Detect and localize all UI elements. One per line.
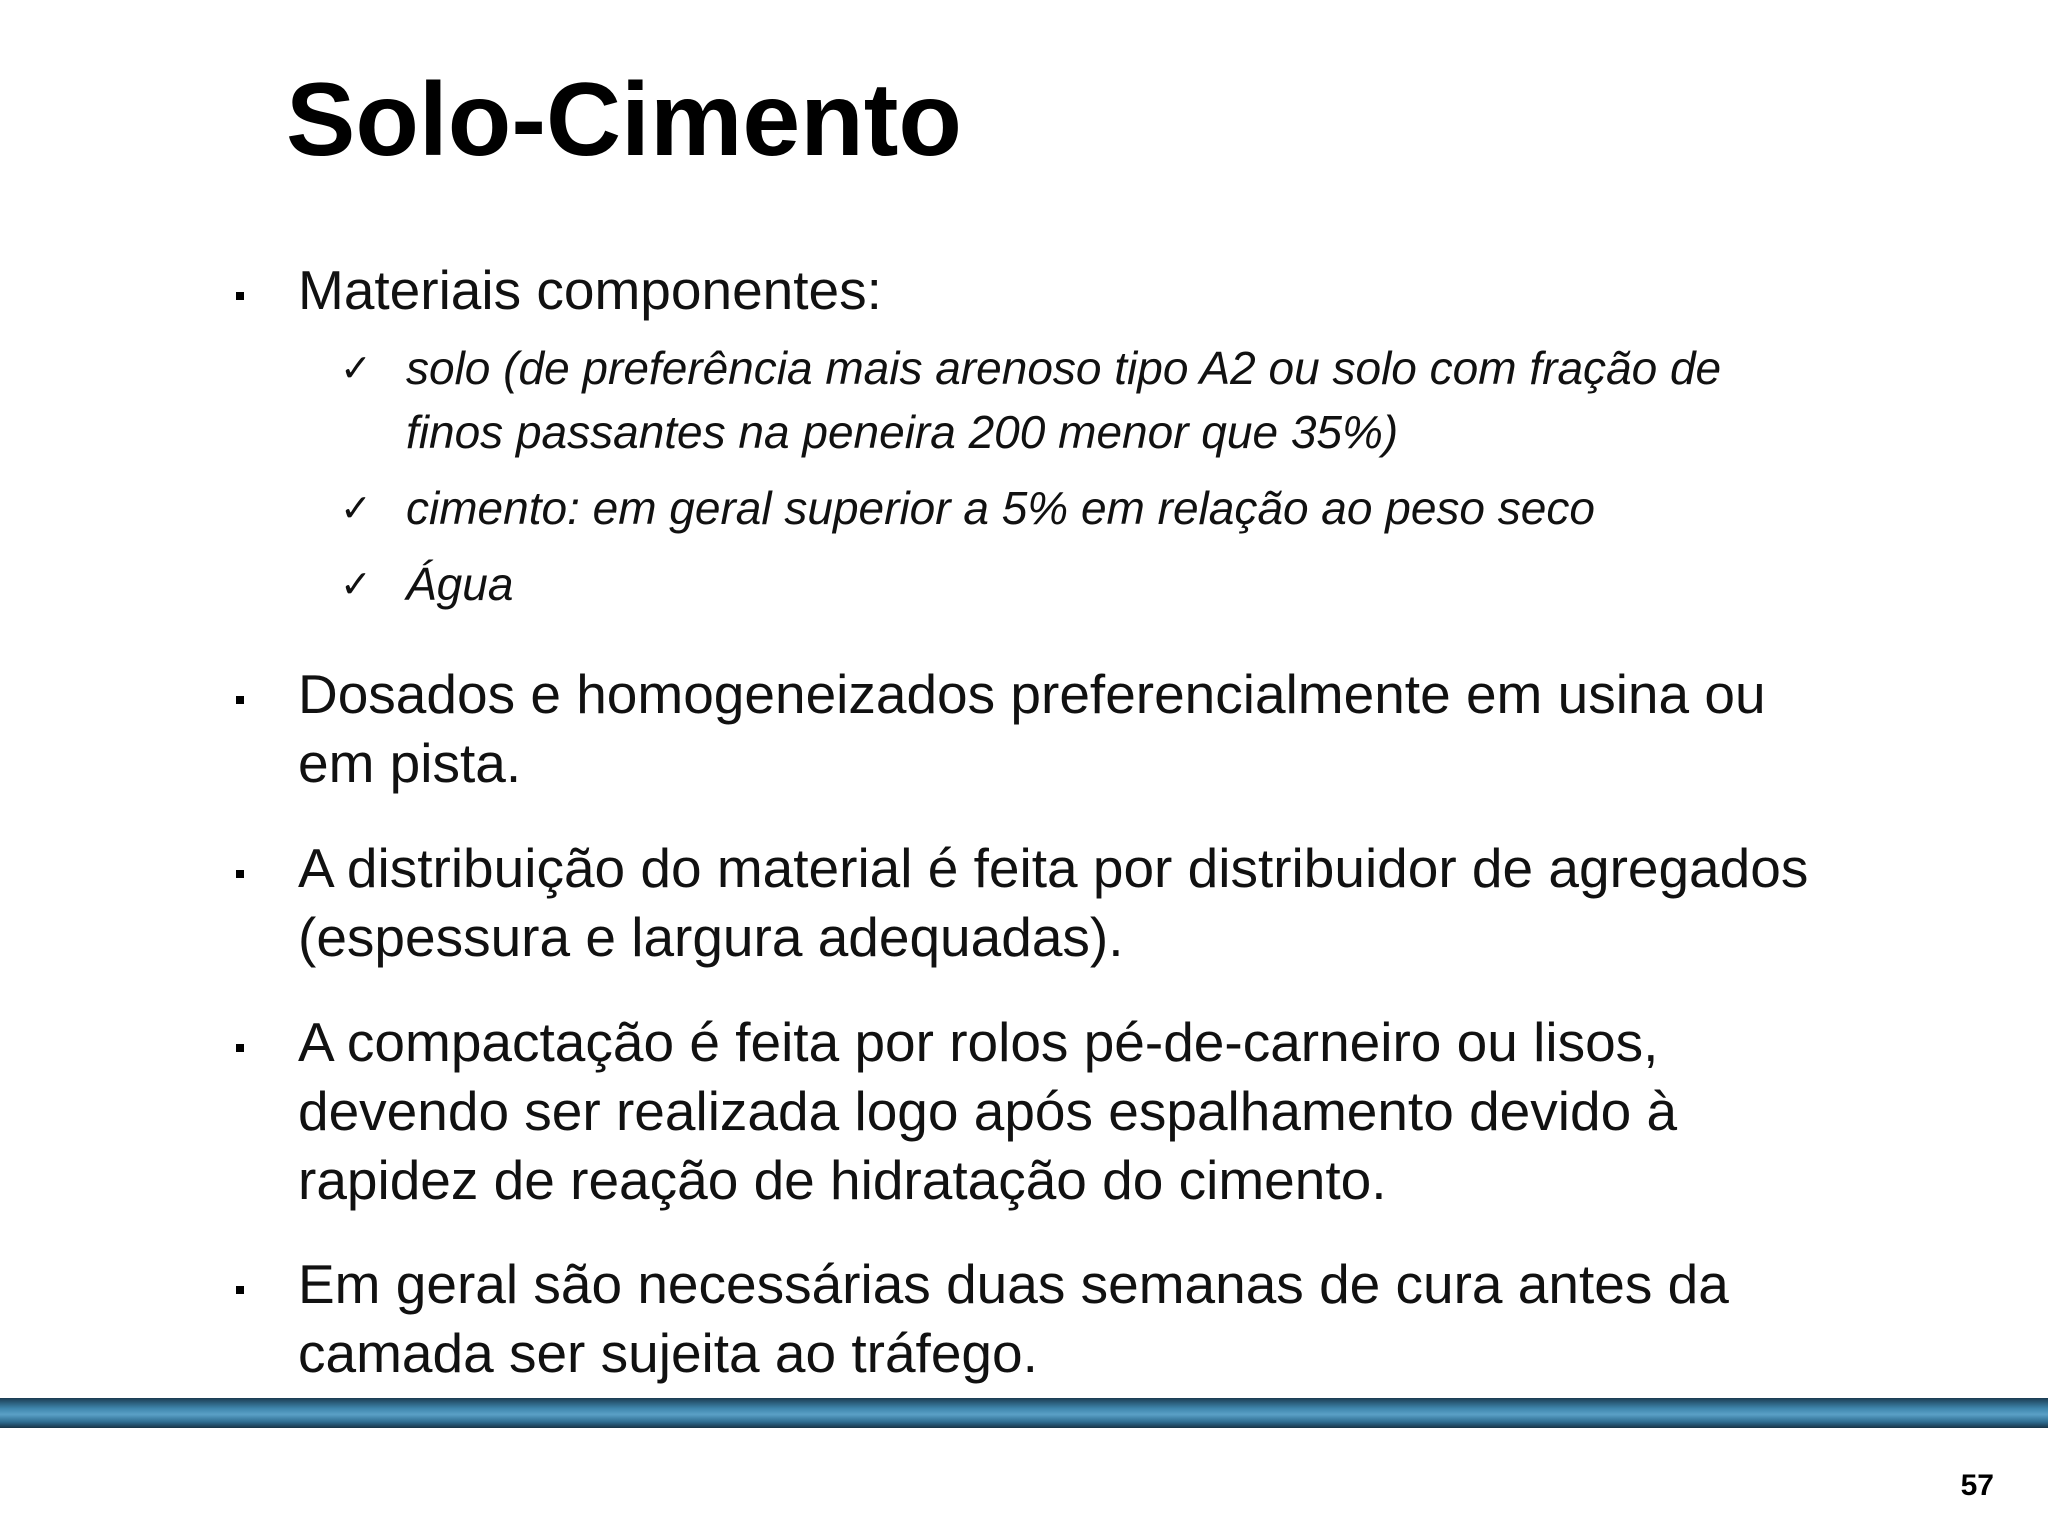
bullet-line: rapidez de reação de hidratação do cimento.	[298, 1149, 1387, 1211]
bullet-line: A distribuição do material é feita por distribuidor de agregados	[298, 837, 1809, 899]
bullet-line: Materiais componentes:	[298, 259, 882, 321]
bullet-line: (espessura e largura adequadas).	[298, 906, 1124, 968]
sub-item-text	[406, 336, 1721, 464]
square-bullet-icon	[236, 1044, 244, 1052]
bullet-line: em pista.	[298, 732, 522, 794]
bullet-line: devendo ser realizada logo após espalhamento devido à	[298, 1080, 1678, 1142]
footer-divider-bar	[0, 1398, 2048, 1428]
bullet-text	[298, 1250, 1878, 1388]
sub-item-line: cimento: em geral superior a 5% em relação ao peso seco	[406, 482, 1595, 534]
page-number: 57	[1960, 1469, 1994, 1502]
checkmark-icon: ✓	[340, 486, 372, 530]
bullet-line: Em geral são necessárias duas semanas de cura antes da	[298, 1253, 1729, 1315]
bullet-line: Dosados e homogeneizados preferencialmente em usina ou	[298, 663, 1766, 725]
checkmark-icon: ✓	[340, 562, 372, 606]
bullet-text	[298, 1008, 1878, 1215]
sub-item-line: finos passantes na peneira 200 menor que 35%)	[406, 406, 1399, 458]
bullet-text	[298, 834, 1878, 972]
bullet-line: camada ser sujeita ao tráfego.	[298, 1322, 1038, 1384]
square-bullet-icon	[236, 696, 244, 704]
sub-item-text	[406, 552, 513, 616]
checkmark-icon: ✓	[340, 346, 372, 390]
square-bullet-icon	[236, 292, 244, 300]
bullet-text	[298, 660, 1878, 798]
slide-title: Solo-Cimento	[286, 62, 962, 178]
bullet-line: A compactação é feita por rolos pé-de-carneiro ou lisos,	[298, 1011, 1659, 1073]
bullet-text	[298, 256, 1878, 325]
sub-item-line: Água	[406, 558, 514, 610]
square-bullet-icon	[236, 870, 244, 878]
sub-item-text	[406, 476, 1595, 540]
square-bullet-icon	[236, 1286, 244, 1294]
sub-item-line: solo (de preferência mais arenoso tipo A2 ou solo com fração de	[406, 342, 1722, 394]
